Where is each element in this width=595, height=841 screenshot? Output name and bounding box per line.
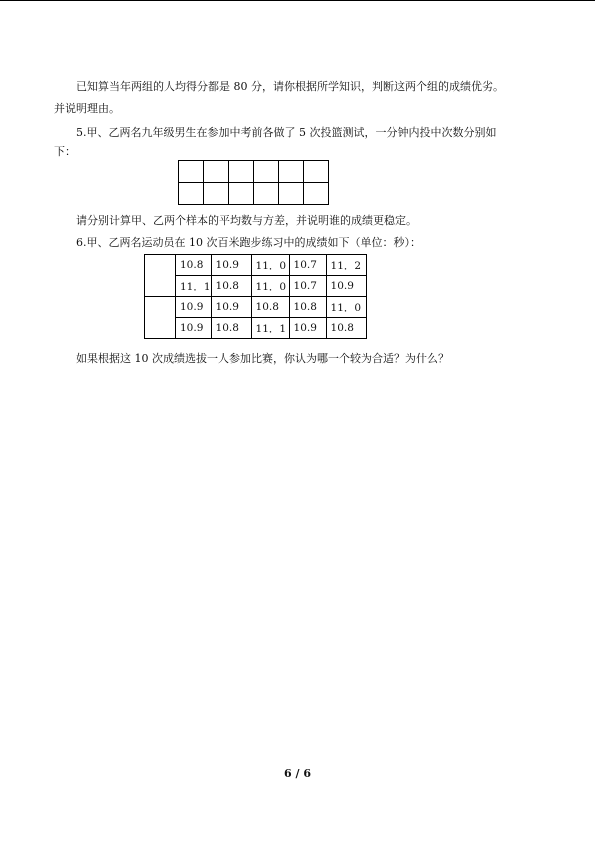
table-cell: 10.8 <box>211 318 251 339</box>
question-5-instruction: 请分别计算甲、乙两个样本的平均数与方差，并说明谁的成绩更稳定。 <box>76 214 417 227</box>
table-cell <box>179 183 204 205</box>
table-cell: 10.7 <box>289 276 326 297</box>
table-cell <box>254 183 279 205</box>
table-cell <box>229 183 254 205</box>
question-5-line-1: 5.甲、乙两名九年级男生在参加中考前各做了 5 次投篮测试，一分钟内投中次数分别如 <box>76 126 497 139</box>
table-cell: 11．1 <box>251 318 289 339</box>
table-cell <box>179 161 204 183</box>
table-cell: 10.9 <box>211 297 251 318</box>
table-row <box>145 276 367 297</box>
paragraph-intro-line-2: 并说明理由。 <box>54 102 120 115</box>
table-cell: 10.7 <box>289 255 326 276</box>
table-cell <box>279 161 304 183</box>
table-cell: 11．2 <box>326 255 366 276</box>
question-6-instruction: 如果根据这 10 次成绩选拔一人参加比赛，你认为哪一个较为合适？为什么？ <box>76 352 449 365</box>
question-6-line-1: 6.甲、乙两名运动员在 10 次百米跑步练习中的成绩如下（单位：秒）： <box>76 236 421 249</box>
question-5-table <box>178 160 329 205</box>
table-cell <box>204 161 229 183</box>
table-cell <box>204 183 229 205</box>
table-cell: 10.8 <box>251 297 289 318</box>
table-cell: 10.8 <box>326 318 366 339</box>
table-row <box>145 255 367 276</box>
paragraph-intro-line-1: 已知算当年两组的人均得分都是 80 分，请你根据所学知识，判断这两个组的成绩优劣。 <box>76 80 504 93</box>
table-cell <box>304 183 329 205</box>
athlete-name-cell-2 <box>145 297 176 339</box>
table-cell: 10.9 <box>289 318 326 339</box>
table-cell <box>254 161 279 183</box>
table-cell: 11．0 <box>251 255 289 276</box>
table-row <box>145 318 367 339</box>
table-cell <box>279 183 304 205</box>
page-number: 6 / 6 <box>284 767 311 780</box>
question-6-table <box>144 254 367 339</box>
table-row <box>179 183 329 205</box>
table-cell: 11．0 <box>326 297 366 318</box>
top-border-line <box>0 0 595 1</box>
table-cell: 10.8 <box>176 255 212 276</box>
table-cell: 11．0 <box>251 276 289 297</box>
table-cell: 10.8 <box>211 276 251 297</box>
table-cell: 10.9 <box>176 318 212 339</box>
table-cell: 10.9 <box>326 276 366 297</box>
table-row <box>145 297 367 318</box>
table-cell: 11．1 <box>176 276 212 297</box>
table-cell: 10.9 <box>176 297 212 318</box>
question-5-line-2: 下： <box>54 145 76 158</box>
table-cell: 10.9 <box>211 255 251 276</box>
table-row <box>179 161 329 183</box>
table-cell <box>304 161 329 183</box>
table-cell: 10.8 <box>289 297 326 318</box>
athlete-name-cell-1 <box>145 255 176 297</box>
table-cell <box>229 161 254 183</box>
